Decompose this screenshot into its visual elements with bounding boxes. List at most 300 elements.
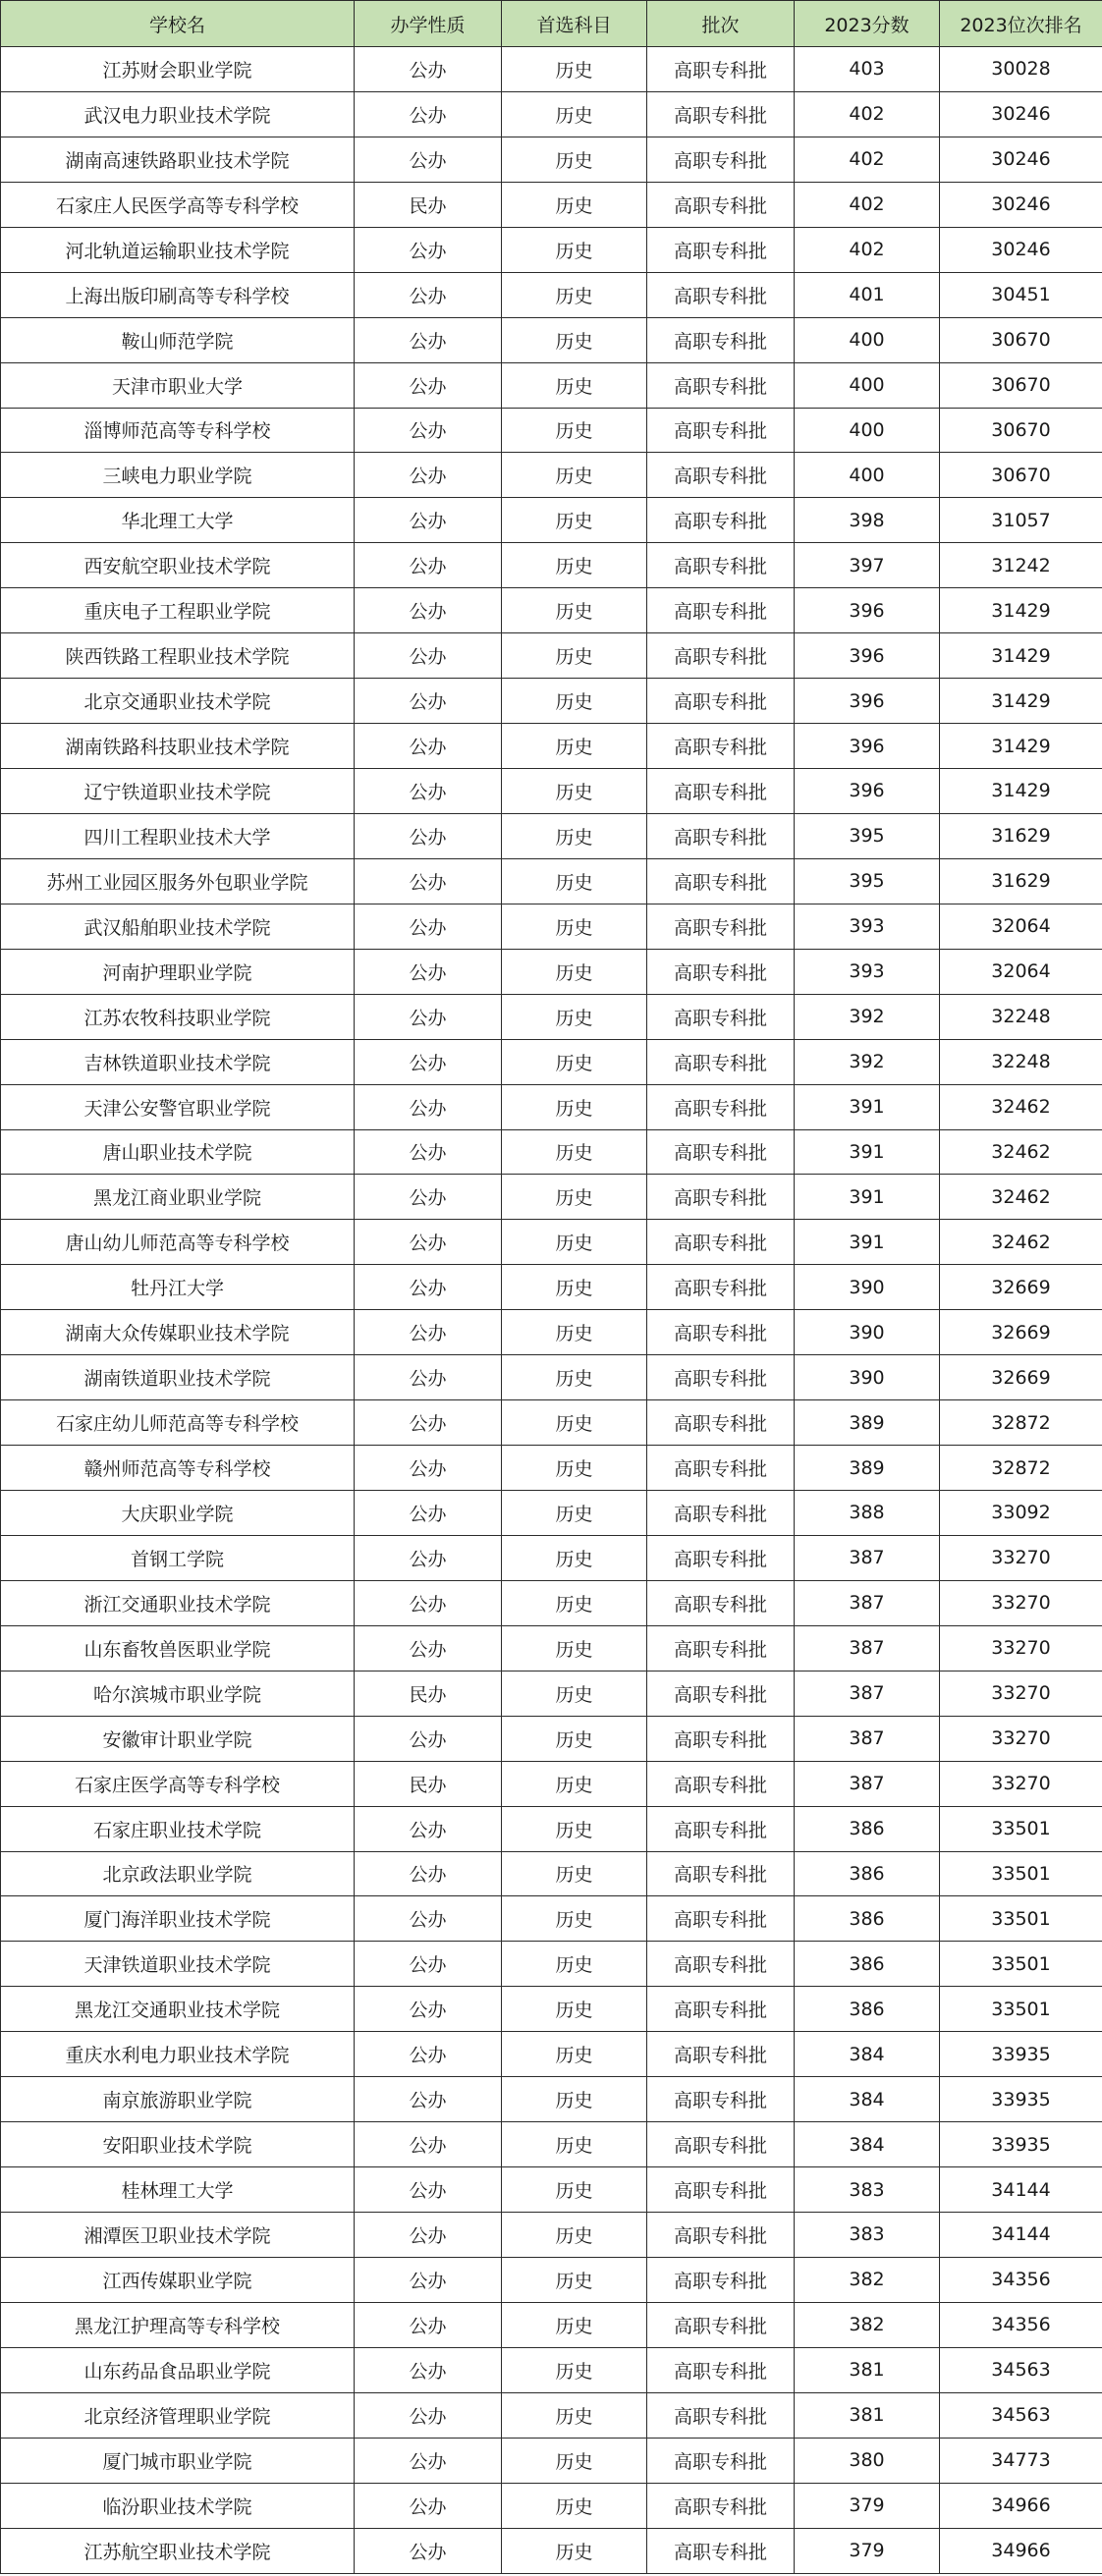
- school-type-cell: 公办: [355, 137, 502, 182]
- batch-cell: 高职专科批: [647, 633, 795, 679]
- table-row: [1, 2167, 1102, 2213]
- school-name-cell: 天津铁道职业技术学院: [1, 1942, 355, 1987]
- rank-cell: 30246: [940, 91, 1102, 137]
- rank-cell: 32669: [940, 1355, 1102, 1400]
- school-type-cell: 公办: [355, 2392, 502, 2438]
- subject-cell: 历史: [502, 1491, 647, 1536]
- score-cell: 382: [795, 2257, 940, 2302]
- rank-cell: 33270: [940, 1580, 1102, 1625]
- subject-cell: 历史: [502, 453, 647, 498]
- subject-cell: 历史: [502, 2257, 647, 2302]
- score-cell: 386: [795, 1987, 940, 2032]
- rank-cell: 34563: [940, 2347, 1102, 2392]
- rank-cell: 34144: [940, 2213, 1102, 2258]
- subject-cell: 历史: [502, 137, 647, 182]
- school-name-cell: 黑龙江护理高等专科学校: [1, 2302, 355, 2347]
- score-cell: 389: [795, 1446, 940, 1491]
- batch-cell: 高职专科批: [647, 2213, 795, 2258]
- table-row: [1, 1175, 1102, 1220]
- subject-cell: 历史: [502, 813, 647, 858]
- table-row: [1, 227, 1102, 272]
- subject-cell: 历史: [502, 1265, 647, 1310]
- table-row: [1, 1220, 1102, 1265]
- batch-cell: 高职专科批: [647, 362, 795, 408]
- batch-cell: 高职专科批: [647, 858, 795, 904]
- rank-cell: 31429: [940, 679, 1102, 724]
- score-cell: 380: [795, 2438, 940, 2483]
- school-name-cell: 石家庄人民医学高等专科学校: [1, 182, 355, 227]
- subject-cell: 历史: [502, 1671, 647, 1716]
- batch-cell: 高职专科批: [647, 1535, 795, 1580]
- score-cell: 395: [795, 813, 940, 858]
- subject-cell: 历史: [502, 1535, 647, 1580]
- subject-cell: 历史: [502, 2438, 647, 2483]
- rank-cell: 34966: [940, 2528, 1102, 2573]
- batch-cell: 高职专科批: [647, 272, 795, 317]
- table-row: [1, 272, 1102, 317]
- school-type-cell: 公办: [355, 994, 502, 1039]
- school-name-cell: 厦门城市职业学院: [1, 2438, 355, 2483]
- batch-cell: 高职专科批: [647, 2032, 795, 2077]
- school-type-cell: 公办: [355, 317, 502, 362]
- batch-cell: 高职专科批: [647, 1942, 795, 1987]
- rank-cell: 31057: [940, 498, 1102, 543]
- rank-cell: 30670: [940, 408, 1102, 453]
- school-type-cell: 公办: [355, 408, 502, 453]
- school-type-cell: 公办: [355, 2483, 502, 2528]
- score-cell: 396: [795, 679, 940, 724]
- score-cell: 402: [795, 182, 940, 227]
- school-name-cell: 湖南铁道职业技术学院: [1, 1355, 355, 1400]
- subject-cell: 历史: [502, 2213, 647, 2258]
- subject-cell: 历史: [502, 2528, 647, 2573]
- score-cell: 386: [795, 1896, 940, 1942]
- school-type-cell: 公办: [355, 272, 502, 317]
- school-name-cell: 大庆职业学院: [1, 1491, 355, 1536]
- school-name-cell: 湖南高速铁路职业技术学院: [1, 137, 355, 182]
- school-type-cell: 公办: [355, 813, 502, 858]
- score-cell: 395: [795, 858, 940, 904]
- school-type-cell: 公办: [355, 2077, 502, 2122]
- subject-cell: 历史: [502, 2122, 647, 2167]
- subject-cell: 历史: [502, 1220, 647, 1265]
- score-cell: 383: [795, 2213, 940, 2258]
- subject-cell: 历史: [502, 182, 647, 227]
- school-name-cell: 黑龙江交通职业技术学院: [1, 1987, 355, 2032]
- subject-cell: 历史: [502, 317, 647, 362]
- subject-cell: 历史: [502, 1355, 647, 1400]
- rank-cell: 32248: [940, 1039, 1102, 1084]
- rank-cell: 30670: [940, 317, 1102, 362]
- rank-cell: 33501: [940, 1896, 1102, 1942]
- school-name-cell: 安阳职业技术学院: [1, 2122, 355, 2167]
- school-type-cell: 公办: [355, 2032, 502, 2077]
- batch-cell: 高职专科批: [647, 2438, 795, 2483]
- batch-cell: 高职专科批: [647, 1084, 795, 1129]
- batch-cell: 高职专科批: [647, 813, 795, 858]
- batch-cell: 高职专科批: [647, 2167, 795, 2213]
- batch-cell: 高职专科批: [647, 679, 795, 724]
- school-name-cell: 淄博师范高等专科学校: [1, 408, 355, 453]
- score-cell: 391: [795, 1175, 940, 1220]
- score-cell: 383: [795, 2167, 940, 2213]
- score-cell: 391: [795, 1129, 940, 1175]
- table-row: [1, 1535, 1102, 1580]
- score-cell: 384: [795, 2122, 940, 2167]
- school-name-cell: 湖南大众传媒职业技术学院: [1, 1310, 355, 1355]
- rank-cell: 32872: [940, 1446, 1102, 1491]
- school-name-cell: 上海出版印刷高等专科学校: [1, 272, 355, 317]
- batch-cell: 高职专科批: [647, 137, 795, 182]
- batch-cell: 高职专科批: [647, 1896, 795, 1942]
- header-rank-2023: 2023位次排名: [940, 1, 1102, 47]
- batch-cell: 高职专科批: [647, 588, 795, 633]
- school-name-cell: 石家庄医学高等专科学校: [1, 1761, 355, 1806]
- school-type-cell: 公办: [355, 2167, 502, 2213]
- subject-cell: 历史: [502, 588, 647, 633]
- score-cell: 390: [795, 1265, 940, 1310]
- school-name-cell: 武汉船舶职业技术学院: [1, 904, 355, 949]
- school-name-cell: 三峡电力职业学院: [1, 453, 355, 498]
- batch-cell: 高职专科批: [647, 1851, 795, 1896]
- table-row: [1, 2213, 1102, 2258]
- subject-cell: 历史: [502, 994, 647, 1039]
- school-name-cell: 江苏农牧科技职业学院: [1, 994, 355, 1039]
- school-type-cell: 公办: [355, 1625, 502, 1671]
- rank-cell: 32462: [940, 1129, 1102, 1175]
- table-row: [1, 858, 1102, 904]
- subject-cell: 历史: [502, 1084, 647, 1129]
- header-score-2023: 2023分数: [795, 1, 940, 47]
- score-cell: 393: [795, 949, 940, 994]
- score-cell: 387: [795, 1761, 940, 1806]
- table-row: [1, 362, 1102, 408]
- table-row: [1, 2302, 1102, 2347]
- school-type-cell: 公办: [355, 769, 502, 814]
- batch-cell: 高职专科批: [647, 408, 795, 453]
- score-cell: 382: [795, 2302, 940, 2347]
- school-type-cell: 民办: [355, 1671, 502, 1716]
- subject-cell: 历史: [502, 498, 647, 543]
- rank-cell: 33935: [940, 2077, 1102, 2122]
- table-header: [1, 1, 1102, 47]
- subject-cell: 历史: [502, 1175, 647, 1220]
- table-row: [1, 813, 1102, 858]
- subject-cell: 历史: [502, 1896, 647, 1942]
- table-row: [1, 1265, 1102, 1310]
- subject-cell: 历史: [502, 1039, 647, 1084]
- table-row: [1, 1942, 1102, 1987]
- rank-cell: 30246: [940, 227, 1102, 272]
- subject-cell: 历史: [502, 2077, 647, 2122]
- batch-cell: 高职专科批: [647, 1761, 795, 1806]
- school-type-cell: 公办: [355, 1220, 502, 1265]
- table-row: [1, 2438, 1102, 2483]
- school-name-cell: 厦门海洋职业技术学院: [1, 1896, 355, 1942]
- header-row: [1, 1, 1102, 47]
- school-type-cell: 公办: [355, 2347, 502, 2392]
- school-type-cell: 公办: [355, 1129, 502, 1175]
- subject-cell: 历史: [502, 1987, 647, 2032]
- school-type-cell: 公办: [355, 2122, 502, 2167]
- school-type-cell: 公办: [355, 1535, 502, 1580]
- score-cell: 384: [795, 2077, 940, 2122]
- school-type-cell: 公办: [355, 1896, 502, 1942]
- subject-cell: 历史: [502, 408, 647, 453]
- batch-cell: 高职专科批: [647, 1039, 795, 1084]
- subject-cell: 历史: [502, 2392, 647, 2438]
- rank-cell: 32462: [940, 1175, 1102, 1220]
- subject-cell: 历史: [502, 543, 647, 588]
- table-row: [1, 633, 1102, 679]
- subject-cell: 历史: [502, 1942, 647, 1987]
- subject-cell: 历史: [502, 724, 647, 769]
- table-row: [1, 1084, 1102, 1129]
- rank-cell: 30670: [940, 453, 1102, 498]
- score-cell: 400: [795, 362, 940, 408]
- subject-cell: 历史: [502, 2347, 647, 2392]
- school-type-cell: 公办: [355, 949, 502, 994]
- subject-cell: 历史: [502, 1580, 647, 1625]
- subject-cell: 历史: [502, 1625, 647, 1671]
- rank-cell: 32872: [940, 1400, 1102, 1446]
- table-row: [1, 1129, 1102, 1175]
- school-name-cell: 山东药品食品职业学院: [1, 2347, 355, 2392]
- school-name-cell: 唐山幼儿师范高等专科学校: [1, 1220, 355, 1265]
- batch-cell: 高职专科批: [647, 2347, 795, 2392]
- school-name-cell: 牡丹江大学: [1, 1265, 355, 1310]
- school-type-cell: 公办: [355, 1446, 502, 1491]
- school-name-cell: 首钢工学院: [1, 1535, 355, 1580]
- school-name-cell: 陕西铁路工程职业技术学院: [1, 633, 355, 679]
- batch-cell: 高职专科批: [647, 227, 795, 272]
- subject-cell: 历史: [502, 91, 647, 137]
- rank-cell: 31629: [940, 858, 1102, 904]
- score-cell: 387: [795, 1535, 940, 1580]
- school-type-cell: 公办: [355, 2257, 502, 2302]
- table-row: [1, 1491, 1102, 1536]
- batch-cell: 高职专科批: [647, 1987, 795, 2032]
- table-row: [1, 588, 1102, 633]
- school-type-cell: 公办: [355, 633, 502, 679]
- table-row: [1, 1625, 1102, 1671]
- school-name-cell: 湘潭医卫职业技术学院: [1, 2213, 355, 2258]
- school-name-cell: 浙江交通职业技术学院: [1, 1580, 355, 1625]
- school-name-cell: 重庆水利电力职业技术学院: [1, 2032, 355, 2077]
- batch-cell: 高职专科批: [647, 769, 795, 814]
- table-row: [1, 724, 1102, 769]
- score-cell: 400: [795, 408, 940, 453]
- table-row: [1, 904, 1102, 949]
- batch-cell: 高职专科批: [647, 949, 795, 994]
- batch-cell: 高职专科批: [647, 543, 795, 588]
- school-name-cell: 南京旅游职业学院: [1, 2077, 355, 2122]
- table-row: [1, 769, 1102, 814]
- batch-cell: 高职专科批: [647, 1129, 795, 1175]
- school-name-cell: 石家庄职业技术学院: [1, 1806, 355, 1851]
- score-cell: 400: [795, 453, 940, 498]
- school-name-cell: 天津公安警官职业学院: [1, 1084, 355, 1129]
- school-name-cell: 河南护理职业学院: [1, 949, 355, 994]
- batch-cell: 高职专科批: [647, 453, 795, 498]
- rank-cell: 30670: [940, 362, 1102, 408]
- school-type-cell: 公办: [355, 1175, 502, 1220]
- school-type-cell: 公办: [355, 858, 502, 904]
- score-cell: 393: [795, 904, 940, 949]
- school-type-cell: 公办: [355, 2528, 502, 2573]
- rank-cell: 32462: [940, 1220, 1102, 1265]
- batch-cell: 高职专科批: [647, 1491, 795, 1536]
- batch-cell: 高职专科批: [647, 2302, 795, 2347]
- batch-cell: 高职专科批: [647, 994, 795, 1039]
- rank-cell: 33501: [940, 1806, 1102, 1851]
- school-name-cell: 河北轨道运输职业技术学院: [1, 227, 355, 272]
- school-type-cell: 公办: [355, 362, 502, 408]
- subject-cell: 历史: [502, 1761, 647, 1806]
- header-batch: 批次: [647, 1, 795, 47]
- table-row: [1, 91, 1102, 137]
- subject-cell: 历史: [502, 47, 647, 92]
- school-type-cell: 公办: [355, 724, 502, 769]
- table-body: [1, 47, 1102, 2574]
- table-row: [1, 2032, 1102, 2077]
- score-cell: 379: [795, 2483, 940, 2528]
- rank-cell: 33935: [940, 2122, 1102, 2167]
- school-type-cell: 公办: [355, 453, 502, 498]
- table-row: [1, 182, 1102, 227]
- school-name-cell: 重庆电子工程职业学院: [1, 588, 355, 633]
- school-name-cell: 临汾职业技术学院: [1, 2483, 355, 2528]
- header-school-name: 学校名: [1, 1, 355, 47]
- table-row: [1, 679, 1102, 724]
- school-type-cell: 公办: [355, 1310, 502, 1355]
- table-row: [1, 453, 1102, 498]
- rank-cell: 32064: [940, 949, 1102, 994]
- table-row: [1, 1716, 1102, 1761]
- rank-cell: 31429: [940, 633, 1102, 679]
- school-type-cell: 公办: [355, 1039, 502, 1084]
- rank-cell: 32248: [940, 994, 1102, 1039]
- table-row: [1, 2347, 1102, 2392]
- table-row: [1, 47, 1102, 92]
- school-type-cell: 公办: [355, 227, 502, 272]
- school-type-cell: 公办: [355, 679, 502, 724]
- table-row: [1, 408, 1102, 453]
- batch-cell: 高职专科批: [647, 2122, 795, 2167]
- score-cell: 402: [795, 91, 940, 137]
- school-name-cell: 苏州工业园区服务外包职业学院: [1, 858, 355, 904]
- batch-cell: 高职专科批: [647, 317, 795, 362]
- school-name-cell: 北京政法职业学院: [1, 1851, 355, 1896]
- rank-cell: 34356: [940, 2302, 1102, 2347]
- rank-cell: 31429: [940, 724, 1102, 769]
- subject-cell: 历史: [502, 633, 647, 679]
- subject-cell: 历史: [502, 1716, 647, 1761]
- table-row: [1, 2528, 1102, 2573]
- score-cell: 396: [795, 588, 940, 633]
- school-name-cell: 湖南铁路科技职业技术学院: [1, 724, 355, 769]
- score-cell: 386: [795, 1851, 940, 1896]
- rank-cell: 34144: [940, 2167, 1102, 2213]
- school-type-cell: 公办: [355, 498, 502, 543]
- batch-cell: 高职专科批: [647, 2077, 795, 2122]
- rank-cell: 33092: [940, 1491, 1102, 1536]
- school-name-cell: 黑龙江商业职业学院: [1, 1175, 355, 1220]
- batch-cell: 高职专科批: [647, 1175, 795, 1220]
- school-name-cell: 天津市职业大学: [1, 362, 355, 408]
- rank-cell: 34773: [940, 2438, 1102, 2483]
- subject-cell: 历史: [502, 2302, 647, 2347]
- batch-cell: 高职专科批: [647, 1446, 795, 1491]
- subject-cell: 历史: [502, 1310, 647, 1355]
- school-type-cell: 公办: [355, 904, 502, 949]
- score-cell: 384: [795, 2032, 940, 2077]
- batch-cell: 高职专科批: [647, 91, 795, 137]
- batch-cell: 高职专科批: [647, 2483, 795, 2528]
- subject-cell: 历史: [502, 362, 647, 408]
- school-name-cell: 吉林铁道职业技术学院: [1, 1039, 355, 1084]
- batch-cell: 高职专科批: [647, 1220, 795, 1265]
- subject-cell: 历史: [502, 858, 647, 904]
- batch-cell: 高职专科批: [647, 2392, 795, 2438]
- school-name-cell: 四川工程职业技术大学: [1, 813, 355, 858]
- school-name-cell: 赣州师范高等专科学校: [1, 1446, 355, 1491]
- table-row: [1, 2392, 1102, 2438]
- school-name-cell: 北京经济管理职业学院: [1, 2392, 355, 2438]
- score-cell: 397: [795, 543, 940, 588]
- score-cell: 396: [795, 633, 940, 679]
- school-name-cell: 北京交通职业技术学院: [1, 679, 355, 724]
- rank-cell: 34356: [940, 2257, 1102, 2302]
- school-name-cell: 唐山职业技术学院: [1, 1129, 355, 1175]
- subject-cell: 历史: [502, 272, 647, 317]
- rank-cell: 33501: [940, 1987, 1102, 2032]
- score-cell: 379: [795, 2528, 940, 2573]
- subject-cell: 历史: [502, 1446, 647, 1491]
- school-type-cell: 公办: [355, 1400, 502, 1446]
- school-name-cell: 山东畜牧兽医职业学院: [1, 1625, 355, 1671]
- score-cell: 390: [795, 1310, 940, 1355]
- score-cell: 386: [795, 1806, 940, 1851]
- score-cell: 402: [795, 227, 940, 272]
- score-cell: 391: [795, 1084, 940, 1129]
- school-name-cell: 西安航空职业技术学院: [1, 543, 355, 588]
- rank-cell: 31242: [940, 543, 1102, 588]
- school-type-cell: 公办: [355, 1265, 502, 1310]
- batch-cell: 高职专科批: [647, 47, 795, 92]
- score-cell: 392: [795, 1039, 940, 1084]
- score-cell: 391: [795, 1220, 940, 1265]
- subject-cell: 历史: [502, 1806, 647, 1851]
- rank-cell: 33270: [940, 1761, 1102, 1806]
- batch-cell: 高职专科批: [647, 724, 795, 769]
- school-name-cell: 安徽审计职业学院: [1, 1716, 355, 1761]
- score-cell: 387: [795, 1716, 940, 1761]
- batch-cell: 高职专科批: [647, 1265, 795, 1310]
- subject-cell: 历史: [502, 2483, 647, 2528]
- batch-cell: 高职专科批: [647, 1400, 795, 1446]
- school-name-cell: 辽宁铁道职业技术学院: [1, 769, 355, 814]
- school-type-cell: 公办: [355, 2213, 502, 2258]
- batch-cell: 高职专科批: [647, 1806, 795, 1851]
- school-type-cell: 公办: [355, 2302, 502, 2347]
- score-cell: 392: [795, 994, 940, 1039]
- subject-cell: 历史: [502, 227, 647, 272]
- subject-cell: 历史: [502, 1851, 647, 1896]
- score-cell: 381: [795, 2392, 940, 2438]
- header-school-type: 办学性质: [355, 1, 502, 47]
- batch-cell: 高职专科批: [647, 2257, 795, 2302]
